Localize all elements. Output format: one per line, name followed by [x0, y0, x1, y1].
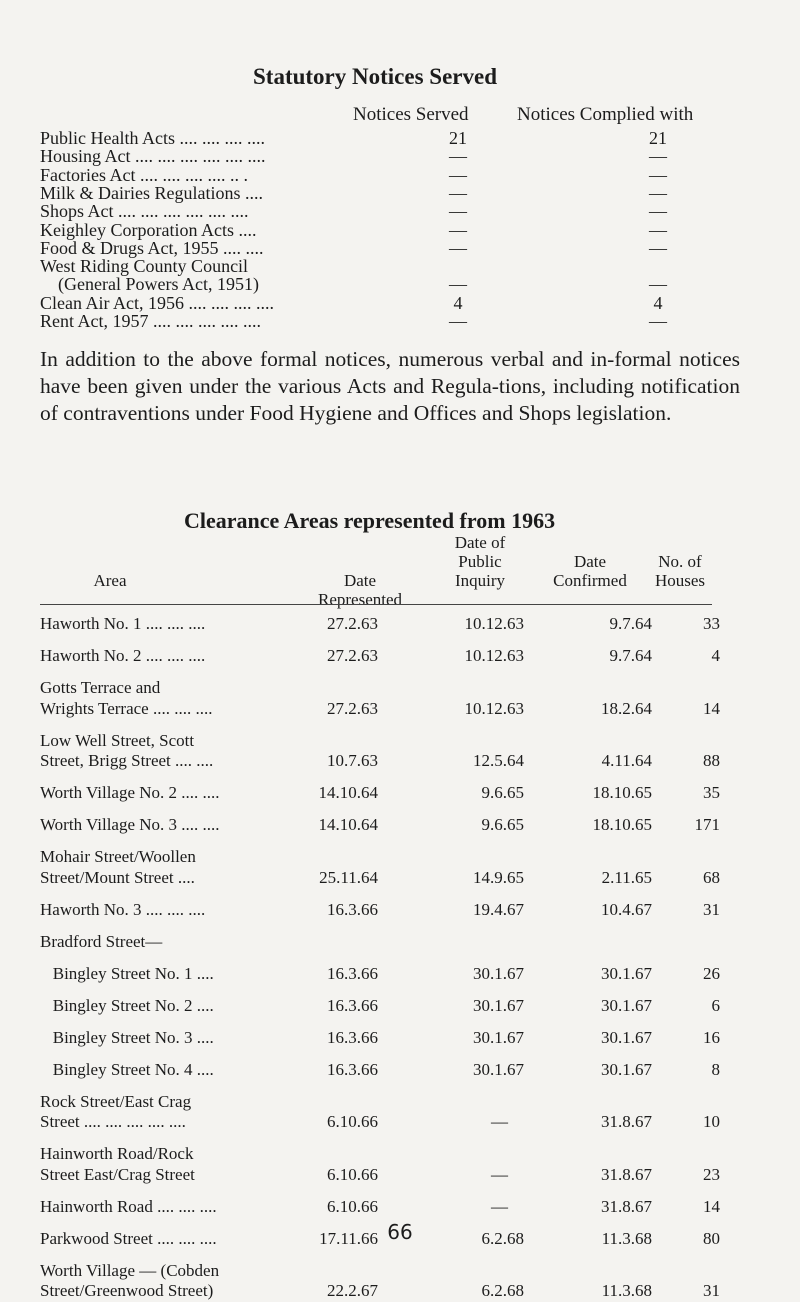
- notices-served-value: 21: [449, 128, 467, 148]
- clearance-area: Worth Village No. 3 .... ....: [40, 815, 220, 834]
- clearance-area: Mohair Street/Woollen Street/Mount Street ....: [40, 847, 196, 887]
- notice-row: [40, 128, 720, 148]
- clearance-area: Worth Village — (Cobden Street/Greenwood Street): [40, 1260, 220, 1300]
- clearance-row: [40, 847, 720, 888]
- date-public-inquiry: 19.4.67: [473, 899, 524, 919]
- clearance-area: Bingley Street No. 3 ....: [40, 1027, 214, 1047]
- date-confirmed: 9.7.64: [609, 646, 652, 665]
- date-confirmed: 31.8.67: [601, 1112, 652, 1131]
- date-represented: 16.3.66: [327, 995, 378, 1015]
- no-of-houses: 31: [703, 1281, 720, 1300]
- notices-served-value: —: [449, 237, 467, 258]
- notice-act: Clean Air Act, 1956 .... .... .... ....: [40, 292, 274, 313]
- date-confirmed: 4.11.64: [601, 751, 652, 770]
- date-public-inquiry: —: [491, 1112, 508, 1131]
- date-represented: 16.3.66: [327, 963, 378, 983]
- no-of-houses: 14: [703, 698, 720, 718]
- notices-served-value: —: [449, 164, 467, 185]
- date-represented: 22.2.67: [327, 1281, 378, 1300]
- date-public-inquiry: 30.1.67: [473, 1059, 524, 1079]
- notice-act: Keighley Corporation Acts ....: [40, 219, 257, 240]
- no-of-houses: 10: [703, 1112, 720, 1131]
- no-of-houses: 88: [703, 751, 720, 770]
- date-represented: 17.11.66: [319, 1228, 378, 1248]
- date-confirmed: 30.1.67: [601, 995, 652, 1015]
- date-represented: 25.11.64: [319, 867, 378, 887]
- notice-act: West Riding County Council: [40, 256, 249, 277]
- date-represented: 6.10.66: [327, 1112, 378, 1131]
- no-of-houses: 4: [711, 646, 720, 665]
- notices-served-value: —: [449, 182, 467, 203]
- notice-row: [40, 201, 720, 221]
- notices-complied-value: —: [649, 311, 667, 331]
- date-public-inquiry: 30.1.67: [473, 1027, 524, 1047]
- header-area: Area: [93, 571, 127, 590]
- notices-complied-value: —: [649, 237, 667, 258]
- clearance-row: [40, 783, 720, 804]
- date-confirmed: 2.11.65: [601, 867, 652, 887]
- notice-row: [40, 165, 720, 185]
- header-date-confirmed: Date Confirmed: [553, 552, 627, 590]
- date-represented: 14.10.64: [318, 815, 378, 834]
- clearance-row: [40, 678, 720, 719]
- notices-complied-value: —: [649, 182, 667, 203]
- date-represented: 16.3.66: [327, 1027, 378, 1047]
- statutory-title: Statutory Notices Served: [253, 64, 498, 89]
- notices-complied-value: —: [649, 219, 667, 240]
- clearance-row: [40, 932, 720, 953]
- date-confirmed: 10.4.67: [601, 899, 652, 919]
- clearance-area: Rock Street/East Crag Street .... .... .... .... ....: [40, 1091, 192, 1131]
- clearance-area: Haworth No. 3 .... .... ....: [40, 899, 206, 919]
- clearance-row: [40, 900, 720, 921]
- date-confirmed: 11.3.68: [601, 1281, 652, 1300]
- notices-served-value: —: [449, 146, 467, 167]
- notice-act: Food & Drugs Act, 1955 .... ....: [40, 237, 264, 258]
- date-public-inquiry: 9.6.65: [481, 783, 524, 802]
- page-number: 66: [387, 1220, 413, 1244]
- date-represented: 6.10.66: [327, 1164, 378, 1184]
- no-of-houses: 80: [703, 1228, 720, 1248]
- clearance-area: Worth Village No. 2 .... ....: [40, 783, 220, 802]
- notices-served-value: 4: [453, 292, 463, 313]
- notice-act: Milk & Dairies Regulations ....: [40, 182, 263, 203]
- col-notices-served: Notices Served: [353, 104, 469, 125]
- date-confirmed: 11.3.68: [601, 1228, 652, 1248]
- date-public-inquiry: 10.12.63: [464, 698, 524, 718]
- clearance-row: [40, 996, 720, 1017]
- clearance-area: Parkwood Street .... .... ....: [40, 1228, 217, 1248]
- date-represented: 10.7.63: [327, 751, 378, 770]
- clearance-title: Clearance Areas represented from 1963: [184, 508, 556, 533]
- clearance-area: Hainworth Road .... .... ....: [40, 1196, 217, 1216]
- date-public-inquiry: 6.2.68: [481, 1281, 524, 1300]
- no-of-houses: 8: [711, 1059, 720, 1079]
- no-of-houses: 6: [711, 995, 720, 1015]
- header-date-represented: Date Represented: [317, 571, 403, 609]
- no-of-houses: 171: [694, 815, 720, 834]
- date-public-inquiry: 12.5.64: [473, 751, 524, 770]
- date-confirmed: 30.1.67: [601, 963, 652, 983]
- notice-row: [40, 220, 720, 240]
- notice-row: [40, 183, 720, 203]
- notices-complied-value: 21: [649, 128, 667, 148]
- notices-complied-value: —: [649, 274, 667, 295]
- clearance-area: Gotts Terrace and Wrights Terrace .... .... ....: [40, 678, 213, 718]
- date-confirmed: 18.10.65: [592, 815, 652, 834]
- clearance-area: Bingley Street No. 4 ....: [40, 1059, 214, 1079]
- notice-row: [40, 293, 720, 313]
- no-of-houses: 14: [703, 1196, 720, 1216]
- date-public-inquiry: 6.2.68: [481, 1228, 524, 1248]
- notice-row: [40, 146, 720, 166]
- notices-served-value: —: [449, 201, 467, 222]
- date-public-inquiry: 10.12.63: [464, 646, 524, 665]
- notices-served-value: —: [449, 311, 467, 331]
- notice-row: [40, 238, 720, 258]
- date-public-inquiry: 10.12.63: [464, 614, 524, 633]
- date-public-inquiry: 9.6.65: [481, 815, 524, 834]
- clearance-row: [40, 646, 720, 667]
- col-notices-complied: Notices Complied with: [517, 104, 694, 125]
- no-of-houses: 23: [703, 1164, 720, 1184]
- clearance-area: Haworth No. 1 .... .... ....: [40, 614, 206, 633]
- date-confirmed: 18.10.65: [592, 783, 652, 802]
- date-represented: 6.10.66: [327, 1196, 378, 1216]
- date-represented: 27.2.63: [327, 614, 378, 633]
- clearance-area: Low Well Street, Scott Street, Brigg Street .... ....: [40, 730, 214, 770]
- date-represented: 27.2.63: [327, 646, 378, 665]
- no-of-houses: 31: [703, 899, 720, 919]
- notice-act: Factories Act .... .... .... .... .. .: [40, 164, 248, 185]
- clearance-area: Bingley Street No. 1 ....: [40, 963, 214, 983]
- header-no-of-houses: No. of Houses: [654, 552, 706, 590]
- clearance-row: [40, 731, 720, 772]
- header-public-inquiry: Date of Public Inquiry: [454, 533, 506, 590]
- date-public-inquiry: —: [491, 1164, 508, 1184]
- no-of-houses: 68: [703, 867, 720, 887]
- no-of-houses: 26: [703, 963, 720, 983]
- notice-row: [40, 311, 720, 331]
- date-confirmed: 30.1.67: [601, 1059, 652, 1079]
- date-represented: 16.3.66: [327, 1059, 378, 1079]
- date-public-inquiry: 14.9.65: [473, 867, 524, 887]
- notice-row: [40, 256, 720, 276]
- notice-row: [40, 274, 720, 294]
- date-confirmed: 18.2.64: [601, 698, 652, 718]
- notice-act: Rent Act, 1957 .... .... .... .... ....: [40, 311, 261, 331]
- clearance-area: Bingley Street No. 2 ....: [40, 995, 214, 1015]
- date-confirmed: 9.7.64: [609, 614, 652, 633]
- date-confirmed: 31.8.67: [601, 1164, 652, 1184]
- header-rule: [40, 604, 712, 605]
- date-public-inquiry: —: [491, 1196, 508, 1216]
- date-public-inquiry: 30.1.67: [473, 995, 524, 1015]
- clearance-row: [40, 1144, 720, 1185]
- date-public-inquiry: 30.1.67: [473, 963, 524, 983]
- notice-act: Housing Act .... .... .... .... .... ....: [40, 146, 266, 167]
- no-of-houses: 16: [703, 1027, 720, 1047]
- notices-served-value: —: [449, 219, 467, 240]
- notice-act: (General Powers Act, 1951): [40, 274, 259, 295]
- clearance-row: [40, 1028, 720, 1049]
- clearance-row: [40, 815, 720, 836]
- date-represented: 16.3.66: [327, 899, 378, 919]
- no-of-houses: 35: [703, 783, 720, 802]
- clearance-row: [40, 614, 720, 635]
- notices-complied-value: —: [649, 146, 667, 167]
- date-represented: 14.10.64: [318, 783, 378, 802]
- date-represented: 27.2.63: [327, 698, 378, 718]
- notices-complied-value: —: [649, 201, 667, 222]
- clearance-area: Haworth No. 2 .... .... ....: [40, 646, 206, 665]
- notices-complied-value: —: [649, 164, 667, 185]
- clearance-row: [40, 1261, 720, 1302]
- no-of-houses: 33: [703, 614, 720, 633]
- clearance-row: [40, 964, 720, 985]
- clearance-row: [40, 1060, 720, 1081]
- notices-complied-value: 4: [653, 292, 663, 313]
- notice-act: Shops Act .... .... .... .... .... ....: [40, 201, 249, 222]
- clearance-area: Hainworth Road/Rock Street East/Crag Street: [40, 1144, 195, 1184]
- date-confirmed: 30.1.67: [601, 1027, 652, 1047]
- clearance-area: Bradford Street—: [40, 931, 163, 951]
- clearance-row: [40, 1197, 720, 1218]
- notice-act: Public Health Acts .... .... .... ....: [40, 128, 265, 148]
- clearance-row: [40, 1092, 720, 1133]
- notices-served-value: —: [449, 274, 467, 295]
- body-paragraph: In addition to the above formal notices, numerous verbal and in-formal notices have been given under the various Acts and Regula-tions, including notification of contraventions under Food Hygiene and Offices and Shops legislation.: [40, 347, 740, 425]
- date-confirmed: 31.8.67: [601, 1196, 652, 1216]
